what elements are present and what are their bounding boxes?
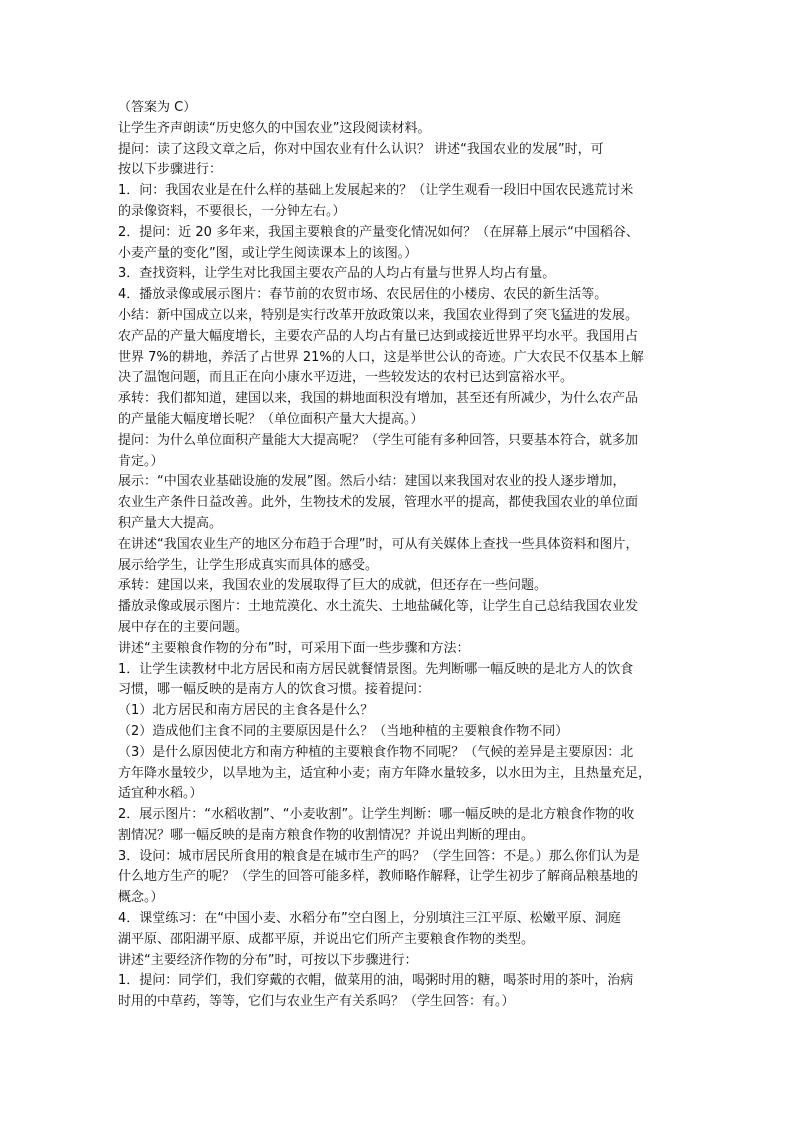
text-line: （2）造成他们主食不同的主要原因是什么？（当地种植的主要粮食作物不同） — [118, 723, 569, 739]
text-line: 1．问：我国农业是在什么样的基础上发展起来的？（让学生观看一段旧中国农民逃荒讨米 — [118, 183, 634, 199]
text-line: 适宜种水稻。） — [118, 786, 203, 802]
text-line: 1．让学生读教材中北方居民和南方居民就餐情景图。先判断哪一幅反映的是北方人的饮食 — [118, 661, 634, 677]
text-line: 在讲述“我国农业生产的地区分布趋于合理”时，可从有关媒体上查找一些具体资料和图片， — [118, 536, 639, 552]
text-line: 展示：“中国农业基础设施的发展”图。然后小结：建国以来我国对农业的投人逐步增加， — [118, 474, 626, 490]
text-line: （1）北方居民和南方居民的主食各是什么？ — [118, 703, 374, 719]
text-line: 提问：读了这段文章之后，你对中国农业有什么认识？ 讲述“我国农业的发展”时，可 — [118, 141, 604, 157]
text-line: 方年降水量较少，以旱地为主，适宜种小麦；南方年降水量较多，以水田为主，且热量充足， — [118, 765, 652, 781]
text-line: 提问：为什么单位面积产量能大大提高呢？（学生可能有多种回答，只要基本符合，就多加 — [118, 432, 639, 448]
text-line: 2．提问：近 20 多年来，我国主要粮食的产量变化情况如何？（在屏幕上展示“中国稻谷、 — [118, 224, 639, 240]
text-line: 让学生齐声朗读“历史悠久的中国农业”这段阅读材料。 — [118, 120, 431, 136]
text-line: 播放录像或展示图片：土地荒漠化、水土流失、土地盐碱化等，让学生自己总结我国农业发 — [118, 599, 639, 615]
text-line: 讲述“主要经济作物的分布”时，可按以下步骤进行： — [118, 952, 418, 968]
text-line: 展中存在的主要问题。 — [118, 619, 249, 635]
text-line: 讲述“主要粮食作物的分布”时，可采用下面一些步骤和方法： — [118, 640, 470, 656]
text-line: 3．查找资料，让学生对比我国主要农产品的人均占有量与世界人均占有量。 — [118, 266, 556, 282]
text-line: 什么地方生产的呢？（学生的回答可能多样，教师略作解释，让学生初步了解商品粮基地的 — [118, 869, 639, 885]
text-line: 湖平原、邵阳湖平原、成都平原，并说出它们所产主要粮食作物的类型。 — [118, 931, 535, 947]
text-line: 割情况？哪一幅反映的是南方粮食作物的收割情况？并说出判断的理由。 — [118, 827, 535, 843]
text-line: 小结：新中国成立以来，特别是实行改革开放政策以来，我国农业得到了突飞猛进的发展。 — [118, 307, 639, 323]
text-line: 农产品的产量大幅度增长，主要农产品的人均占有量已达到或接近世界平均水平。我国用占 — [118, 328, 639, 344]
text-line: 承转：建国以来，我国农业的发展取得了巨大的成就，但还存在一些问题。 — [118, 578, 548, 594]
text-line: 时用的中草药，等等，它们与农业生产有关系吗？（学生回答：有。） — [118, 994, 515, 1010]
text-line: 的录像资料，不要很长，一分钟左右。） — [118, 203, 346, 219]
text-line: 农业生产条件日益改善。此外，生物技术的发展，管理水平的提高，都使我国农业的单位面 — [118, 495, 639, 511]
text-line: 4．播放录像或展示图片：春节前的农贸市场、农民居住的小楼房、农民的新生活等。 — [118, 287, 608, 303]
text-line: 按以下步骤进行： — [118, 162, 223, 178]
text-line: 决了温饱问题，而且正在向小康水平迈进，一些较发达的农村已达到富裕水平。 — [118, 370, 574, 386]
text-line: （3）是什么原因使北方和南方种植的主要粮食作物不同呢？（气候的差异是主要原因：北 — [118, 744, 634, 760]
text-line: 承转：我们都知道，建国以来，我国的耕地面积没有增加，甚至还有所减少，为什么农产品 — [118, 391, 639, 407]
text-line: 4．课堂练习：在“中国小麦、水稻分布”空白图上，分别填注三江平原、松嫩平原、洞庭 — [118, 911, 621, 927]
document-body — [118, 98, 678, 1013]
text-line: 展示给学生，让学生形成真实而具体的感受。 — [118, 557, 379, 573]
text-line: 积产量大大提高。 — [118, 515, 223, 531]
text-line: 1．提问：同学们，我们穿戴的衣帽，做菜用的油，喝粥时用的糖，喝茶时用的茶叶，治病 — [118, 973, 634, 989]
text-line: 小麦产量的变化”图，或让学生阅读课本上的该图。） — [118, 245, 418, 261]
text-line: 肯定。） — [118, 453, 164, 469]
text-line: 3．设问：城市居民所食用的粮食是在城市生产的吗？（学生回答：不是。）那么你们认为是 — [118, 848, 640, 864]
text-line: 的产量能大幅度增长呢？（单位面积产量大大提高。） — [118, 411, 424, 427]
text-line: 2．展示图片：“水稻收割”、“小麦收割”。让学生判断：哪一幅反映的是北方粮食作物的收 — [118, 807, 635, 823]
text-line: 概念。） — [118, 890, 164, 906]
text-line: 习惯，哪一幅反映的是南方人的饮食习惯。接着提问： — [118, 682, 431, 698]
text-line: （答案为 C） — [118, 100, 197, 115]
text-line: 世界 7%的耕地，养活了占世界 21%的人口，这是举世公认的奇迹。广大农民不仅基本上解 — [118, 349, 644, 365]
